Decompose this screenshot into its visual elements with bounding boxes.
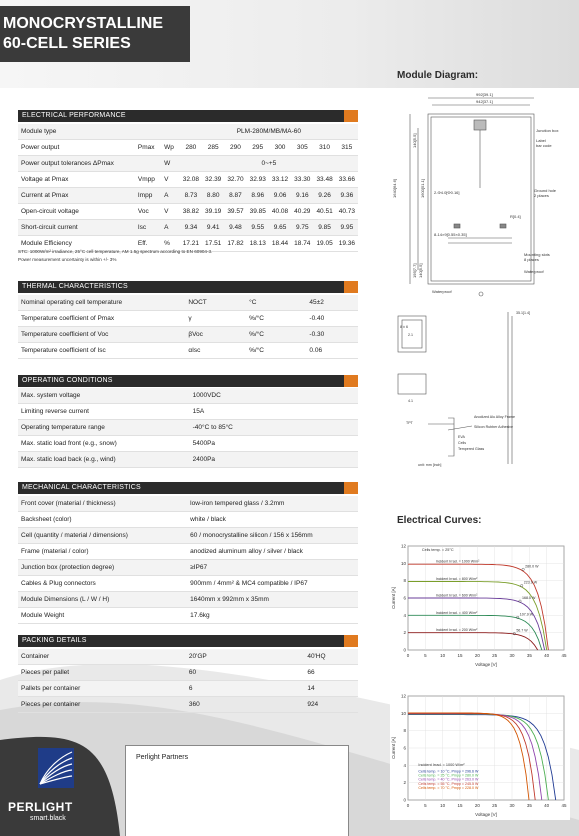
electrical-cell: Wp xyxy=(161,140,180,156)
operating-row xyxy=(18,420,358,436)
partners-box xyxy=(125,745,349,836)
x-tick-label: 45 xyxy=(561,653,567,658)
electrical-cell: 9.75 xyxy=(291,220,313,236)
mechanical-row xyxy=(18,544,358,560)
mechanical-cell: 900mm / 4mm² & MC4 compatible / IP67 xyxy=(187,576,358,592)
electrical-heading-label: ELECTRICAL PERFORMANCE xyxy=(22,112,126,119)
electrical-cell: 33.30 xyxy=(291,172,313,188)
heading-accent xyxy=(344,281,358,293)
label-barcode: bar code xyxy=(536,143,552,148)
x-tick-label: 40 xyxy=(544,803,550,808)
packing-cell: 924 xyxy=(304,697,358,713)
electrical-cell: 32.70 xyxy=(224,172,246,188)
dim-frame-depth: 35.1[1.4] xyxy=(516,311,530,315)
dim-length: 1640[64.6] xyxy=(392,179,397,198)
electrical-cell: 9.95 xyxy=(336,220,358,236)
x-tick-label: 40 xyxy=(544,653,550,658)
electrical-cell: Power output tolerances ΔPmax xyxy=(18,156,135,172)
thermal-cell: %/°C xyxy=(246,343,306,359)
electrical-cell: Vmpp xyxy=(135,172,161,188)
y-tick-label: 10 xyxy=(400,710,406,716)
thermal-row xyxy=(18,327,358,343)
dim-bottom-a: 195[7.7] xyxy=(412,263,417,278)
y-tick-label: 6 xyxy=(403,595,406,601)
operating-cell: 2400Pa xyxy=(190,452,358,468)
electrical-cell: Isc xyxy=(135,220,161,236)
electrical-cell: 9.34 xyxy=(180,220,202,236)
packing-cell: Container xyxy=(18,649,186,665)
operating-cell: 1000VDC xyxy=(190,388,358,404)
x-tick-label: 15 xyxy=(457,803,463,808)
electrical-cell: 33.48 xyxy=(313,172,335,188)
label-label: Label xyxy=(536,138,546,143)
packing-cell: 60 xyxy=(186,665,304,681)
dim-width-inner: 942[37.1] xyxy=(476,99,493,104)
thermal-heading xyxy=(18,281,358,293)
y-tick-label: 8 xyxy=(403,578,406,584)
electrical-cell: 17.21 xyxy=(180,236,202,252)
y-tick-label: 6 xyxy=(403,745,406,751)
mechanical-cell: Module Weight xyxy=(18,608,187,624)
electrical-row xyxy=(18,140,358,156)
electrical-cell: PLM-280M/MB/MA-60 xyxy=(180,124,358,140)
electrical-cell: 19.36 xyxy=(336,236,358,252)
packing-row xyxy=(18,665,358,681)
electrical-cell: 8.73 xyxy=(180,188,202,204)
legend-entry: Cells temp. = 55 °C, Pmpp = 245.5 W xyxy=(418,781,479,786)
electrical-cell: 9.85 xyxy=(313,220,335,236)
electrical-cell: 295 xyxy=(247,140,269,156)
dim-width-outer: 992[39.1] xyxy=(476,92,493,97)
operating-row xyxy=(18,404,358,420)
mechanical-cell: low-iron tempered glass / 3.2mm xyxy=(187,496,358,512)
electrical-cell: Power output xyxy=(18,140,135,156)
x-tick-label: 5 xyxy=(424,803,427,808)
mechanical-row xyxy=(18,576,358,592)
electrical-cell: 315 xyxy=(336,140,358,156)
label-ground-places: 2 places xyxy=(534,193,549,198)
operating-heading xyxy=(18,375,358,387)
x-tick-label: 0 xyxy=(406,803,410,808)
packing-cell: 14 xyxy=(304,681,358,697)
thermal-cell: αIsc xyxy=(185,343,246,359)
mpp-label: 223.9 W xyxy=(523,580,538,585)
thermal-cell: 45±2 xyxy=(306,295,358,311)
x-tick-label: 20 xyxy=(474,803,480,808)
x-tick-label: 30 xyxy=(509,653,515,658)
electrical-cell: Voltage at Pmax xyxy=(18,172,135,188)
electrical-cell: 285 xyxy=(202,140,224,156)
series-label: Incident Irrad. = 200 W/m² xyxy=(435,628,478,633)
dim-top-offset: 140[5.5] xyxy=(412,133,417,148)
operating-cell: Max. static load front (e.g., snow) xyxy=(18,436,190,452)
mechanical-cell: Module Dimensions (L / W / H) xyxy=(18,592,187,608)
x-tick-label: 45 xyxy=(561,803,567,808)
mpp-label: 168.0 W xyxy=(522,596,536,601)
thermal-cell: Nominal operating cell temperature xyxy=(18,295,185,311)
thermal-row xyxy=(18,311,358,327)
mechanical-row xyxy=(18,592,358,608)
y-tick-label: 8 xyxy=(403,728,406,734)
uncertainty-note: Power measurement uncertainty is within +/- 3% xyxy=(18,257,117,262)
electrical-cell: 38.82 xyxy=(180,204,202,220)
x-axis-label: Voltage [V] xyxy=(475,662,497,667)
legend-entry: Cells temp. = 25 °C, Pmpp = 280.0 W xyxy=(418,773,479,778)
packing-heading-label: PACKING DETAILS xyxy=(22,637,87,644)
electrical-cell: 39.57 xyxy=(224,204,246,220)
mechanical-cell: Cell (quantity / material / dimensions) xyxy=(18,528,187,544)
electrical-row xyxy=(18,220,358,236)
label-junction-box: Junction box xyxy=(536,128,559,133)
operating-cell: -40°C to 85°C xyxy=(190,420,358,436)
electrical-cell: 9.48 xyxy=(224,220,246,236)
electrical-cell: % xyxy=(161,236,180,252)
packing-row xyxy=(18,649,358,665)
operating-row xyxy=(18,452,358,468)
electrical-cell: 32.93 xyxy=(247,172,269,188)
electrical-cell: 19.05 xyxy=(313,236,335,252)
x-tick-label: 25 xyxy=(492,653,498,658)
header-title-block xyxy=(0,6,190,62)
thermal-cell: %/°C xyxy=(246,311,306,327)
label-ground-hole: Ground hole xyxy=(534,188,557,193)
y-axis-label: Current [A] xyxy=(391,737,396,759)
x-tick-label: 15 xyxy=(457,653,463,658)
mechanical-cell: 1640mm x 992mm x 35mm xyxy=(187,592,358,608)
y-tick-label: 0 xyxy=(403,647,406,653)
packing-cell: Pieces per container xyxy=(18,697,186,713)
title-line-2: 60-CELL SERIES xyxy=(3,35,131,52)
packing-cell: 66 xyxy=(304,665,358,681)
electrical-cell: 33.66 xyxy=(336,172,358,188)
x-tick-label: 10 xyxy=(440,653,446,658)
electrical-cell: 9.55 xyxy=(247,220,269,236)
thermal-cell: βVoc xyxy=(185,327,246,343)
y-tick-label: 12 xyxy=(400,543,406,549)
operating-heading-label: OPERATING CONDITIONS xyxy=(22,377,113,384)
electrical-cell: 40.29 xyxy=(291,204,313,220)
electrical-cell: 8.96 xyxy=(247,188,269,204)
electrical-cell: 39.19 xyxy=(202,204,224,220)
electrical-row xyxy=(18,188,358,204)
label-glass: Tempered Glass xyxy=(458,447,485,451)
thermal-cell: -0.30 xyxy=(306,327,358,343)
dim-section-b: 2.1 xyxy=(408,333,413,337)
operating-cell: 15A xyxy=(190,404,358,420)
iv-curve-irradiance-chart xyxy=(390,540,570,670)
operating-row xyxy=(18,436,358,452)
label-mounting-places: 8 places xyxy=(524,257,539,262)
label-tpt: TPT xyxy=(406,421,413,425)
mechanical-cell: Backsheet (color) xyxy=(18,512,187,528)
heading-accent xyxy=(344,375,358,387)
y-tick-label: 2 xyxy=(403,780,406,786)
label-unit: unit: mm [inch] xyxy=(418,463,442,467)
label-frame: Anodized Alu Alloy Frame xyxy=(474,415,515,419)
label-mounting-slots: Mounting slots xyxy=(524,252,550,257)
electrical-cell: 8.87 xyxy=(224,188,246,204)
operating-cell: 5400Pa xyxy=(190,436,358,452)
thermal-heading-label: THERMAL CHARACTERISTICS xyxy=(22,283,128,290)
mechanical-row xyxy=(18,512,358,528)
mpp-label: 280.0 W xyxy=(525,564,539,569)
electrical-cell: 280 xyxy=(180,140,202,156)
dim-mount-slot: 8-14×9[0.55×0.35] xyxy=(434,232,467,237)
electrical-cell: Module Efficiency xyxy=(18,236,135,252)
series-label: Incident Irrad. = 1000 W/m² xyxy=(435,559,480,564)
electrical-cell: Voc xyxy=(135,204,161,220)
packing-cell: 6 xyxy=(186,681,304,697)
electrical-cell xyxy=(135,156,161,172)
electrical-cell: Impp xyxy=(135,188,161,204)
packing-row xyxy=(18,681,358,697)
electrical-cell: 40.51 xyxy=(313,204,335,220)
y-tick-label: 2 xyxy=(403,630,406,636)
electrical-row xyxy=(18,172,358,188)
mechanical-cell: Frame (material / color) xyxy=(18,544,187,560)
electrical-cell: 9.65 xyxy=(269,220,291,236)
electrical-cell: 9.26 xyxy=(313,188,335,204)
electrical-cell: V xyxy=(161,172,180,188)
series-label: Incident Irrad. = 600 W/m² xyxy=(435,593,478,598)
x-tick-label: 30 xyxy=(509,803,515,808)
dim-section-a: 8 ± 6 xyxy=(400,325,408,329)
x-tick-label: 20 xyxy=(474,653,480,658)
chart-annotation: Cells temp. = 25°C xyxy=(421,548,454,553)
module-diagram xyxy=(388,88,566,298)
operating-cell: Max. static load back (e.g., wind) xyxy=(18,452,190,468)
electrical-cell: 33.12 xyxy=(269,172,291,188)
operating-cell: Operating temperature range xyxy=(18,420,190,436)
dim-bottom-b: 140[5.5] xyxy=(418,263,423,278)
packing-row xyxy=(18,697,358,713)
mpp-label: 56.7 W xyxy=(516,628,528,633)
heading-accent xyxy=(344,635,358,647)
thermal-cell: Temperature coefficient of Voc xyxy=(18,327,185,343)
electrical-cell: W xyxy=(161,156,180,172)
electrical-cell: 17.82 xyxy=(224,236,246,252)
mechanical-row xyxy=(18,528,358,544)
electrical-heading xyxy=(18,110,358,122)
thermal-cell: Temperature coefficient of Pmax xyxy=(18,311,185,327)
electrical-row xyxy=(18,204,358,220)
mechanical-cell: Front cover (material / thickness) xyxy=(18,496,187,512)
dim-mount-span: 1600[51.1] xyxy=(420,179,425,198)
electrical-cell: 290 xyxy=(224,140,246,156)
heading-accent xyxy=(344,110,358,122)
dim-ground-hole: 2-Φ4.0[Φ0.16] xyxy=(434,190,460,195)
thermal-cell: °C xyxy=(246,295,306,311)
electrical-cell: Module type xyxy=(18,124,135,140)
operating-table xyxy=(18,388,358,468)
thermal-cell: γ xyxy=(185,311,246,327)
y-tick-label: 0 xyxy=(403,797,406,803)
electrical-table xyxy=(18,124,358,252)
label-cells: Cells xyxy=(458,441,466,445)
series-label: Incident Irrad. = 400 W/m² xyxy=(435,610,478,615)
operating-cell: Limiting reverse current xyxy=(18,404,190,420)
thermal-table xyxy=(18,295,358,359)
mechanical-row xyxy=(18,560,358,576)
electrical-cell: 32.08 xyxy=(180,172,202,188)
electrical-cell: 8.80 xyxy=(202,188,224,204)
thermal-cell: NOCT xyxy=(185,295,246,311)
title-line-1: MONOCRYSTALLINE xyxy=(3,15,163,32)
electrical-cell: 9.16 xyxy=(291,188,313,204)
electrical-cell: 18.74 xyxy=(291,236,313,252)
electrical-cell: 300 xyxy=(269,140,291,156)
mechanical-row xyxy=(18,496,358,512)
thermal-cell: 0.06 xyxy=(306,343,358,359)
partners-label: Perlight Partners xyxy=(136,754,189,761)
x-tick-label: 35 xyxy=(526,653,532,658)
iv-curve-temperature-chart xyxy=(390,690,570,820)
brand-name: PERLIGHT xyxy=(8,800,73,814)
electrical-row xyxy=(18,124,358,140)
brand-tagline: smart.black xyxy=(30,815,66,822)
electrical-cell: A xyxy=(161,220,180,236)
electrical-row xyxy=(18,156,358,172)
label-adhesive: Silicon Rubber Adhesive xyxy=(474,425,513,429)
packing-cell: 20'GP xyxy=(186,649,304,665)
thermal-row xyxy=(18,343,358,359)
packing-cell: 40'HQ xyxy=(304,649,358,665)
y-axis-label: Current [A] xyxy=(391,587,396,609)
x-tick-label: 0 xyxy=(406,653,410,658)
electrical-cell: 305 xyxy=(291,140,313,156)
y-tick-label: 12 xyxy=(400,693,406,699)
electrical-cell xyxy=(161,124,180,140)
electrical-cell: Current at Pmax xyxy=(18,188,135,204)
stc-note: STC: 1000W/m² irradiance, 25°C cell temperature, AM 1.5g spectrum according to EN 60904-3. xyxy=(18,249,213,254)
thermal-row xyxy=(18,295,358,311)
module-diagram-title: Module Diagram: xyxy=(397,70,479,81)
electrical-cell: 40.08 xyxy=(269,204,291,220)
x-axis-label: Voltage [V] xyxy=(475,812,497,817)
electrical-cell: 39.85 xyxy=(247,204,269,220)
thermal-cell: %/°C xyxy=(246,327,306,343)
mechanical-cell: Cables & Plug connectors xyxy=(18,576,187,592)
packing-cell: Pallets per container xyxy=(18,681,186,697)
mechanical-cell: ≥IP67 xyxy=(187,560,358,576)
thermal-cell: Temperature coefficient of Isc xyxy=(18,343,185,359)
heading-accent xyxy=(344,482,358,494)
label-waterproof-bottom: Waterproof xyxy=(432,289,452,294)
label-eva: EVA xyxy=(458,435,465,439)
electrical-cell: 9.41 xyxy=(202,220,224,236)
legend-title: Incident Irrad. = 1000 W/m² xyxy=(418,763,465,768)
mechanical-cell: Junction box (protection degree) xyxy=(18,560,187,576)
legend-entry: Cells temp. = 70 °C, Pmpp = 228.0 W xyxy=(418,786,479,791)
electrical-cell: V xyxy=(161,204,180,220)
x-tick-label: 35 xyxy=(526,803,532,808)
electrical-cell: Eff. xyxy=(135,236,161,252)
electrical-cell: 9.06 xyxy=(269,188,291,204)
dim-section-c: 4.1 xyxy=(408,399,413,403)
electrical-cell: 9.36 xyxy=(336,188,358,204)
mechanical-cell: 17.6kg xyxy=(187,608,358,624)
x-tick-label: 25 xyxy=(492,803,498,808)
packing-heading xyxy=(18,635,358,647)
mechanical-heading-label: MECHANICAL CHARACTERISTICS xyxy=(22,484,141,491)
electrical-cell: 310 xyxy=(313,140,335,156)
packing-cell: Pieces per pallet xyxy=(18,665,186,681)
packing-table xyxy=(18,649,358,713)
x-tick-label: 5 xyxy=(424,653,427,658)
mechanical-heading xyxy=(18,482,358,494)
series-label: Incident Irrad. = 800 W/m² xyxy=(435,577,478,582)
electrical-cell: Open-circuit voltage xyxy=(18,204,135,220)
mechanical-table xyxy=(18,496,358,624)
thermal-cell: -0.40 xyxy=(306,311,358,327)
electrical-cell: Short-circuit current xyxy=(18,220,135,236)
mechanical-cell: white / black xyxy=(187,512,358,528)
dim-radius: R[0.4] xyxy=(510,214,521,219)
electrical-cell: Pmax xyxy=(135,140,161,156)
frame-section-diagram xyxy=(388,306,566,476)
electrical-cell: 18.44 xyxy=(269,236,291,252)
mpp-label: 107.9 W xyxy=(519,612,534,617)
mechanical-cell: 60 / monocrystalline silicon / 156 x 156mm xyxy=(187,528,358,544)
y-tick-label: 4 xyxy=(403,612,406,618)
mechanical-cell: anodized aluminum alloy / silver / black xyxy=(187,544,358,560)
y-tick-label: 4 xyxy=(403,762,406,768)
label-waterproof-right: Waterproof xyxy=(524,269,544,274)
operating-row xyxy=(18,388,358,404)
operating-cell: Max. system voltage xyxy=(18,388,190,404)
x-tick-label: 10 xyxy=(440,803,446,808)
electrical-cell: 32.39 xyxy=(202,172,224,188)
electrical-cell: 0~+5 xyxy=(180,156,358,172)
electrical-cell: 18.13 xyxy=(247,236,269,252)
electrical-cell xyxy=(135,124,161,140)
legend-entry: Cells temp. = 40 °C, Pmpp = 263.0 W xyxy=(418,777,479,782)
electrical-cell: A xyxy=(161,188,180,204)
legend-entry: Cells temp. = 10 °C, Pmpp = 296.6 W xyxy=(418,769,479,774)
packing-cell: 360 xyxy=(186,697,304,713)
y-tick-label: 10 xyxy=(400,560,406,566)
electrical-cell: 17.51 xyxy=(202,236,224,252)
electrical-curves-title: Electrical Curves: xyxy=(397,515,482,526)
electrical-cell: 40.73 xyxy=(336,204,358,220)
